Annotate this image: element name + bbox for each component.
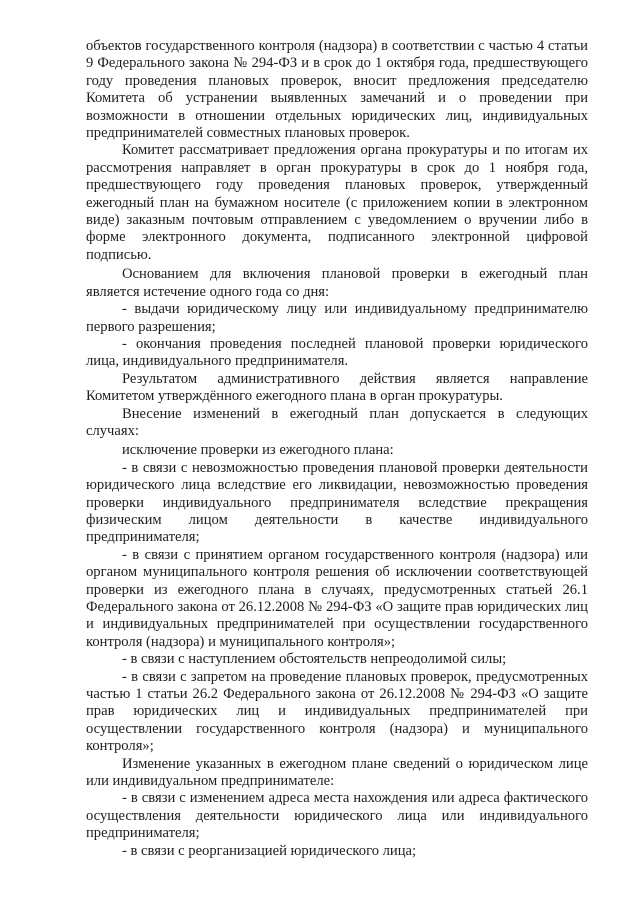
list-item-8: - в связи с реорганизацией юридического лица; [122,842,417,859]
paragraph-6: исключение проверки из ежегодного плана: [122,442,394,459]
paragraph-1: объектов государственного контроля (надзора) в соответствии с частью 4 статьи 9 Федерального закона № 294-ФЗ и в срок до 1 октября года, предшествующего году проведения плановых проверок, вносит предложения председателю Комитета об устранении выявленных замечаний и о проведении при возможности в отношении отдельных юридических лиц, индивидуальных предпринимателей совместных плановых проверок. [86,38,588,142]
document-body [86,38,588,860]
list-item-1: - выдачи юридическому лицу или индивидуальному предпринимателю первого разрешения; [86,301,588,335]
list-item-5: - в связи с наступлением обстоятельств непреодолимой силы; [122,651,507,668]
paragraph-2: Комитет рассматривает предложения органа прокуратуры и по итогам их рассмотрения направляет в орган прокуратуры в срок до 1 ноября года, предшествующего году проведения плановых проверок, утвержденный ежегодный план на бумажном носителе (с приложением копии в электронном виде) заказным почтовым отправлением с уведомлением о вручении либо в форме электронного документа, подписанного электронной цифровой подписью. [86,142,588,263]
list-item-3: - в связи с невозможностью проведения плановой проверки деятельности юридического лица вследствие его ликвидации, невозможностью проведения проверки индивидуального предпринимателя вследствие прекращения физическим лицом деятельности в качестве индивидуального предпринимателя; [86,459,588,546]
list-item-2: - окончания проведения последней плановой проверки юридического лица, индивидуального предпринимателя. [86,335,588,370]
list-item-4: - в связи с принятием органом государственного контроля (надзора) или органом муниципального контроля решения об исключении соответствующей проверки из ежегодного плана в случаях, предусмотренных статьей 26.1 Федерального закона от 26.12.2008 № 294-ФЗ «О защите прав юридических лиц и индивидуальных предпринимателей при осуществлении государственного контроля (надзора) и муниципального контроля»; [86,546,588,650]
paragraph-5: Внесение изменений в ежегодный план допускается в следующих случаях: [86,405,588,439]
paragraph-3: Основанием для включения плановой проверки в ежегодный план является истечение одного года со дня: [86,266,588,300]
paragraph-7: Изменение указанных в ежегодном плане сведений о юридическом лице или индивидуальном предпринимателе: [86,755,588,790]
paragraph-4: Результатом административного действия является направление Комитетом утверждённого ежегодного плана в орган прокуратуры. [86,370,588,405]
list-item-7: - в связи с изменением адреса места нахождения или адреса фактического осуществления деятельности юридического лица или индивидуального предпринимателя; [86,790,588,842]
list-item-6: - в связи с запретом на проведение плановых проверок, предусмотренных частью 1 статьи 26.2 Федерального закона от 26.12.2008 № 294-ФЗ «О защите прав юридических лиц и индивидуальных предпринимателей при осуществлении государственного контроля (надзора) и муниципального контроля»; [86,668,588,755]
